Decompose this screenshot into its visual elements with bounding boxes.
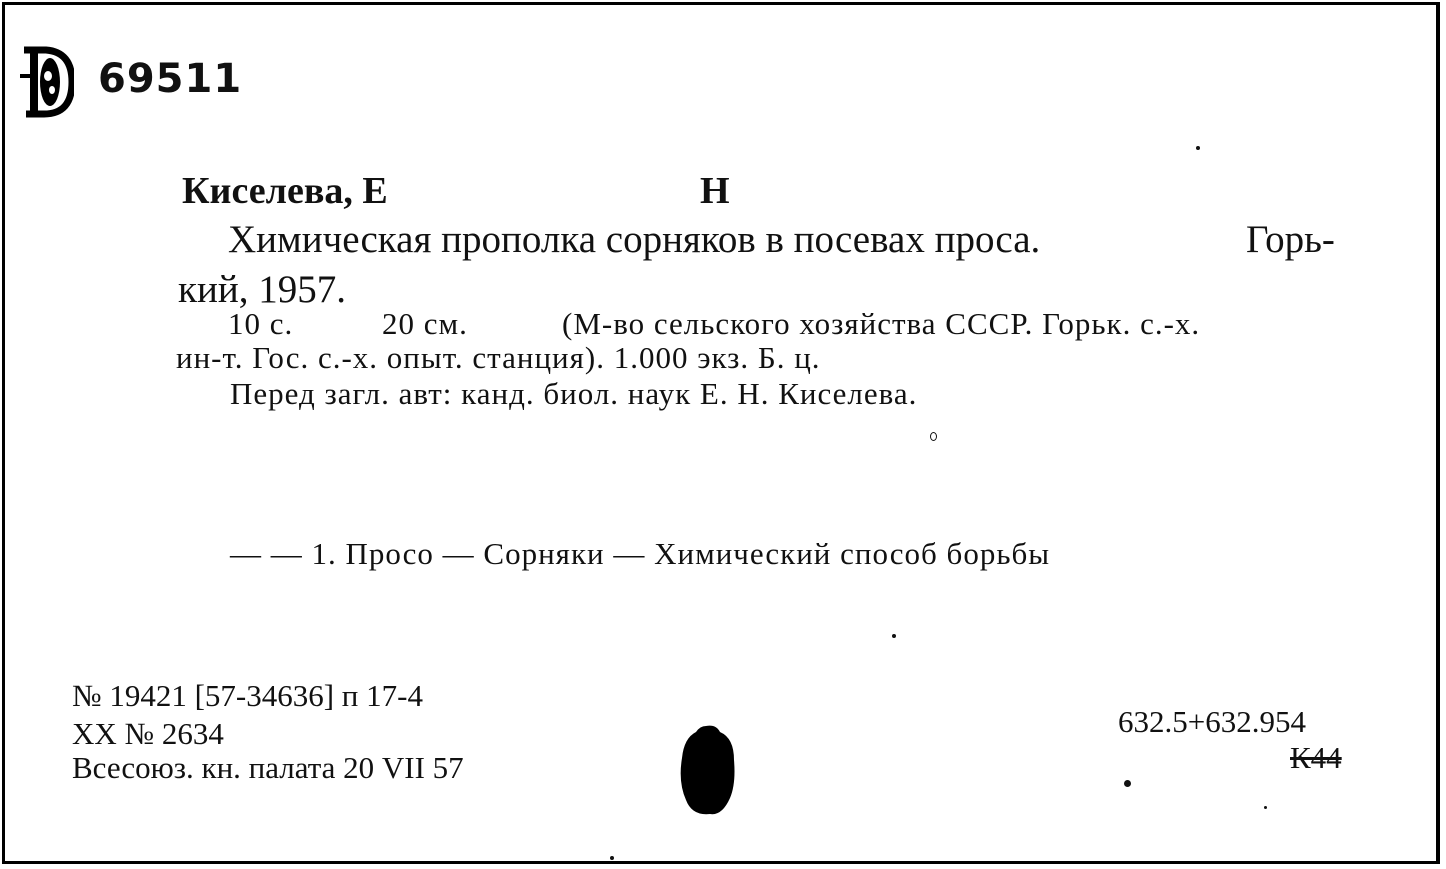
title-line-1: Химическая прополка сорняков в посевах проса. <box>228 218 1041 261</box>
registration-line-1: № 19421 [57-34636] п 17-4 <box>72 678 423 713</box>
series-statement: (М-во сельского хозяйства СССР. Горьк. с.-х. <box>562 306 1201 341</box>
speck <box>1264 806 1267 809</box>
library-stamp-icon <box>18 46 74 118</box>
ink-blot-icon <box>676 724 738 816</box>
author-note: Перед загл. авт: канд. биол. наук Е. Н. Киселева. <box>230 376 918 411</box>
speck <box>1124 780 1131 787</box>
speck <box>892 634 896 638</box>
speck <box>1196 146 1200 150</box>
registration-line-3: Всесоюз. кн. палата 20 VII 57 <box>72 750 464 785</box>
handwritten-accession-number: 69511 <box>98 56 243 102</box>
collation-pages: 10 с. <box>228 306 294 341</box>
author-initial: Н <box>700 170 730 212</box>
udc-classification: 632.5+632.954 <box>1118 704 1306 739</box>
speck <box>610 856 614 860</box>
series-statement-continued: ин-т. Гос. с.-х. опыт. станция). 1.000 экз. Б. ц. <box>176 340 821 375</box>
author-heading: Киселева, Е <box>182 170 388 212</box>
subject-tracing: — — 1. Просо — Сорняки — Химический способ борьбы <box>230 536 1051 571</box>
title-line-2: кий, 1957. <box>178 268 346 311</box>
collation-size: 20 см. <box>382 306 468 341</box>
title-line-1-end: Горь- <box>1246 218 1335 261</box>
registration-line-2: XX № 2634 <box>72 716 224 751</box>
speck-ring <box>930 432 937 441</box>
author-mark: К44 <box>1290 740 1342 775</box>
